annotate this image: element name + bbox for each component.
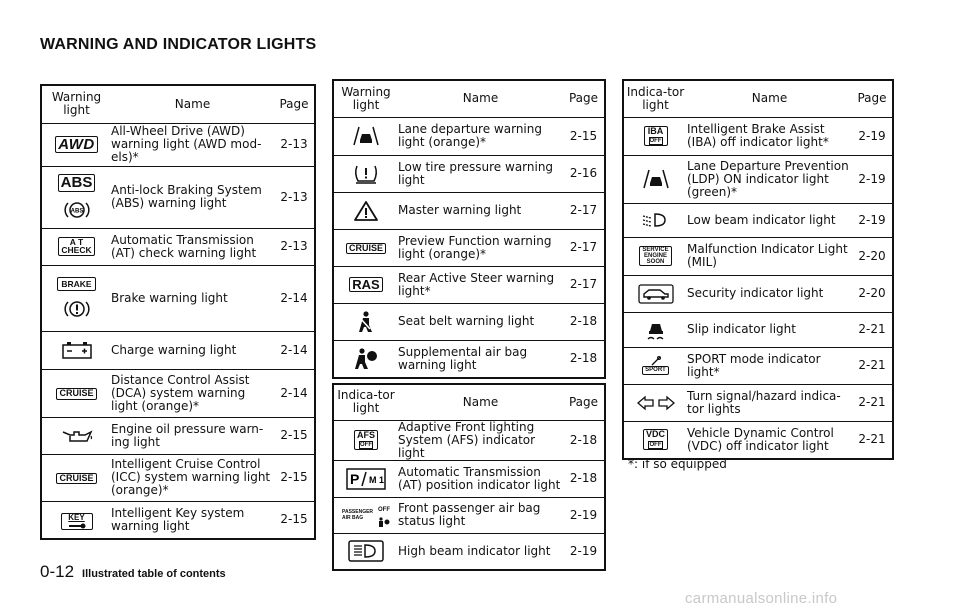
light-name: SPORT mode indicator light* [687, 347, 852, 384]
passenger-airbag-icon: PASSENGER AIR BAG OFF [334, 504, 398, 527]
table-row [333, 155, 605, 192]
table-row [333, 340, 605, 378]
light-name: Rear Active Steer warning light* [398, 266, 563, 303]
table-row [41, 166, 315, 228]
oil-can-icon [60, 427, 94, 445]
cruise-icon: CRUISE [346, 243, 386, 254]
page-ref: 2-21 [852, 347, 893, 384]
light-name: Low tire pressure warning light [398, 155, 563, 192]
page-ref: 2-18 [563, 303, 605, 340]
svg-text:M 1: M 1 [369, 474, 385, 485]
page-ref: 2-13 [274, 123, 315, 166]
page-ref: 2-20 [852, 237, 893, 275]
table-row [41, 123, 315, 166]
column-header-page: Page [852, 80, 893, 117]
sport-mode-icon: SPORT [624, 356, 687, 374]
light-name: Master warning light [398, 192, 563, 229]
page-ref: 2-20 [852, 275, 893, 312]
light-name: Adaptive Front lighting System (AFS) indicator light [398, 420, 563, 460]
seat-belt-icon [354, 310, 378, 334]
table-row [623, 421, 893, 459]
page-title: WARNING AND INDICATOR LIGHTS [40, 36, 317, 53]
tire-pressure-icon [351, 163, 381, 185]
page-ref: 2-16 [563, 155, 605, 192]
page-ref: 2-13 [274, 166, 315, 228]
page-ref: 2-14 [274, 265, 315, 331]
brake-circle-icon [63, 299, 91, 319]
table-row [41, 265, 315, 331]
warning-lights-table-1 [40, 84, 316, 540]
cruise-icon: CRUISE [56, 473, 96, 484]
table-row [623, 312, 893, 347]
master-warning-icon [353, 200, 379, 222]
page-ref: 2-18 [563, 340, 605, 378]
page-ref: 2-18 [563, 460, 605, 497]
page-ref: 2-19 [563, 533, 605, 570]
at-position-icon [346, 468, 386, 490]
table-row [333, 229, 605, 266]
column-header-page: Page [563, 384, 605, 420]
light-name: High beam indicator light [398, 533, 563, 570]
svg-text:P: P [350, 470, 360, 487]
table-row [333, 497, 605, 533]
indicator-lights-table-2 [622, 79, 894, 460]
abs-circle-icon [64, 200, 90, 220]
light-name: Automatic Transmission (AT) check warning light [111, 228, 274, 265]
page-footer [40, 562, 226, 582]
page-ref: 2-17 [563, 229, 605, 266]
table-row [333, 533, 605, 570]
page-number: 0-12 [40, 562, 75, 581]
table-row [333, 460, 605, 497]
light-name: Low beam indicator light [687, 203, 852, 237]
table-row [41, 417, 315, 454]
table-row [623, 203, 893, 237]
abs-icon: ABS [58, 174, 96, 192]
vdc-off-icon: VDC OFF [643, 429, 668, 450]
page-ref: 2-19 [852, 203, 893, 237]
light-name: Distance Control Assist (DCA) system warning light (orange)* [111, 369, 274, 417]
footnote: *: if so equipped [628, 457, 727, 471]
table-row [41, 369, 315, 417]
table-row [333, 117, 605, 155]
table-row [623, 155, 893, 203]
light-name: Anti-lock Braking System (ABS) warning light [111, 166, 274, 228]
table-row [333, 420, 605, 460]
page-ref: 2-15 [274, 454, 315, 501]
column-header-light: Indica-tor light [333, 384, 398, 420]
page-ref: 2-18 [563, 420, 605, 460]
table-row [333, 266, 605, 303]
column-header-name: Name [687, 80, 852, 117]
ras-icon: RAS [349, 277, 382, 293]
page-ref: 2-15 [274, 501, 315, 539]
page-ref: 2-17 [563, 192, 605, 229]
indicator-lights-table-1 [332, 383, 606, 571]
page-ref: 2-14 [274, 331, 315, 369]
table-row [623, 275, 893, 312]
page-ref: 2-14 [274, 369, 315, 417]
table-row [41, 228, 315, 265]
light-name: Security indicator light [687, 275, 852, 312]
light-name: Seat belt warning light [398, 303, 563, 340]
table-row [623, 237, 893, 275]
column-header-name: Name [398, 384, 563, 420]
table-row [41, 501, 315, 539]
light-name: Preview Function warning light (orange)* [398, 229, 563, 266]
svg-text:ABS: ABS [70, 208, 83, 215]
table-row [623, 117, 893, 155]
light-name: Intelligent Key system warning light [111, 501, 274, 539]
column-header-page: Page [563, 80, 605, 117]
light-name: Engine oil pressure warn-ing light [111, 417, 274, 454]
page-ref: 2-19 [563, 497, 605, 533]
slip-icon [642, 318, 670, 342]
light-name: Slip indicator light [687, 312, 852, 347]
table-row [623, 384, 893, 421]
watermark: carmanualsonline.info [685, 590, 838, 607]
page-ref: 2-21 [852, 312, 893, 347]
key-icon: KEY [61, 513, 93, 530]
light-name: Intelligent Brake Assist (IBA) off indicator light* [687, 117, 852, 155]
lane-departure-icon [641, 168, 671, 190]
at-check-icon: A T CHECK [58, 237, 94, 257]
service-engine-icon: SERVICE ENGINE SOON [639, 246, 671, 267]
table-row [333, 192, 605, 229]
page-ref: 2-19 [852, 117, 893, 155]
page-ref: 2-21 [852, 384, 893, 421]
lane-departure-icon [351, 125, 381, 147]
afs-off-icon: AFS OFF [354, 430, 378, 451]
page-ref: 2-17 [563, 266, 605, 303]
column-header-light: Warning light [333, 80, 398, 117]
airbag-icon [353, 347, 379, 371]
battery-icon [60, 340, 94, 360]
page-ref: 2-19 [852, 155, 893, 203]
light-name: Supplemental air bag warning light [398, 340, 563, 378]
low-beam-icon [638, 210, 674, 230]
cruise-icon: CRUISE [56, 388, 96, 399]
column-header-name: Name [398, 80, 563, 117]
table-row [41, 331, 315, 369]
high-beam-icon [348, 540, 384, 562]
table-row [623, 347, 893, 384]
light-name: All-Wheel Drive (AWD) warning light (AWD mod-els)* [111, 123, 274, 166]
light-name: Intelligent Cruise Control (ICC) system warning light (orange)* [111, 454, 274, 501]
awd-icon: AWD [55, 136, 98, 154]
light-name: Charge warning light [111, 331, 274, 369]
security-car-icon [638, 284, 674, 304]
table-row [333, 303, 605, 340]
iba-off-icon: IBA OFF [644, 126, 668, 147]
table-row [41, 454, 315, 501]
warning-lights-table-2 [332, 79, 606, 379]
section-name: Illustrated table of contents [82, 568, 226, 580]
column-header-page: Page [274, 85, 315, 123]
page-ref: 2-15 [274, 417, 315, 454]
light-name: Lane departure warning light (orange)* [398, 117, 563, 155]
page-ref: 2-21 [852, 421, 893, 459]
light-name: Brake warning light [111, 265, 274, 331]
light-name: Front passenger air bag status light [398, 497, 563, 533]
column-header-light: Indica-tor light [623, 80, 687, 117]
brake-icon: BRAKE [57, 277, 95, 292]
light-name: Lane Departure Prevention (LDP) ON indicator light (green)* [687, 155, 852, 203]
light-name: Malfunction Indicator Light (MIL) [687, 237, 852, 275]
column-header-name: Name [111, 85, 274, 123]
turn-signal-icon [636, 394, 676, 412]
page-ref: 2-13 [274, 228, 315, 265]
light-name: Turn signal/hazard indica-tor lights [687, 384, 852, 421]
light-name: Automatic Transmission (AT) position indicator light [398, 460, 563, 497]
column-header-light: Warning light [41, 85, 111, 123]
page-ref: 2-15 [563, 117, 605, 155]
light-name: Vehicle Dynamic Control (VDC) off indicator light [687, 421, 852, 459]
